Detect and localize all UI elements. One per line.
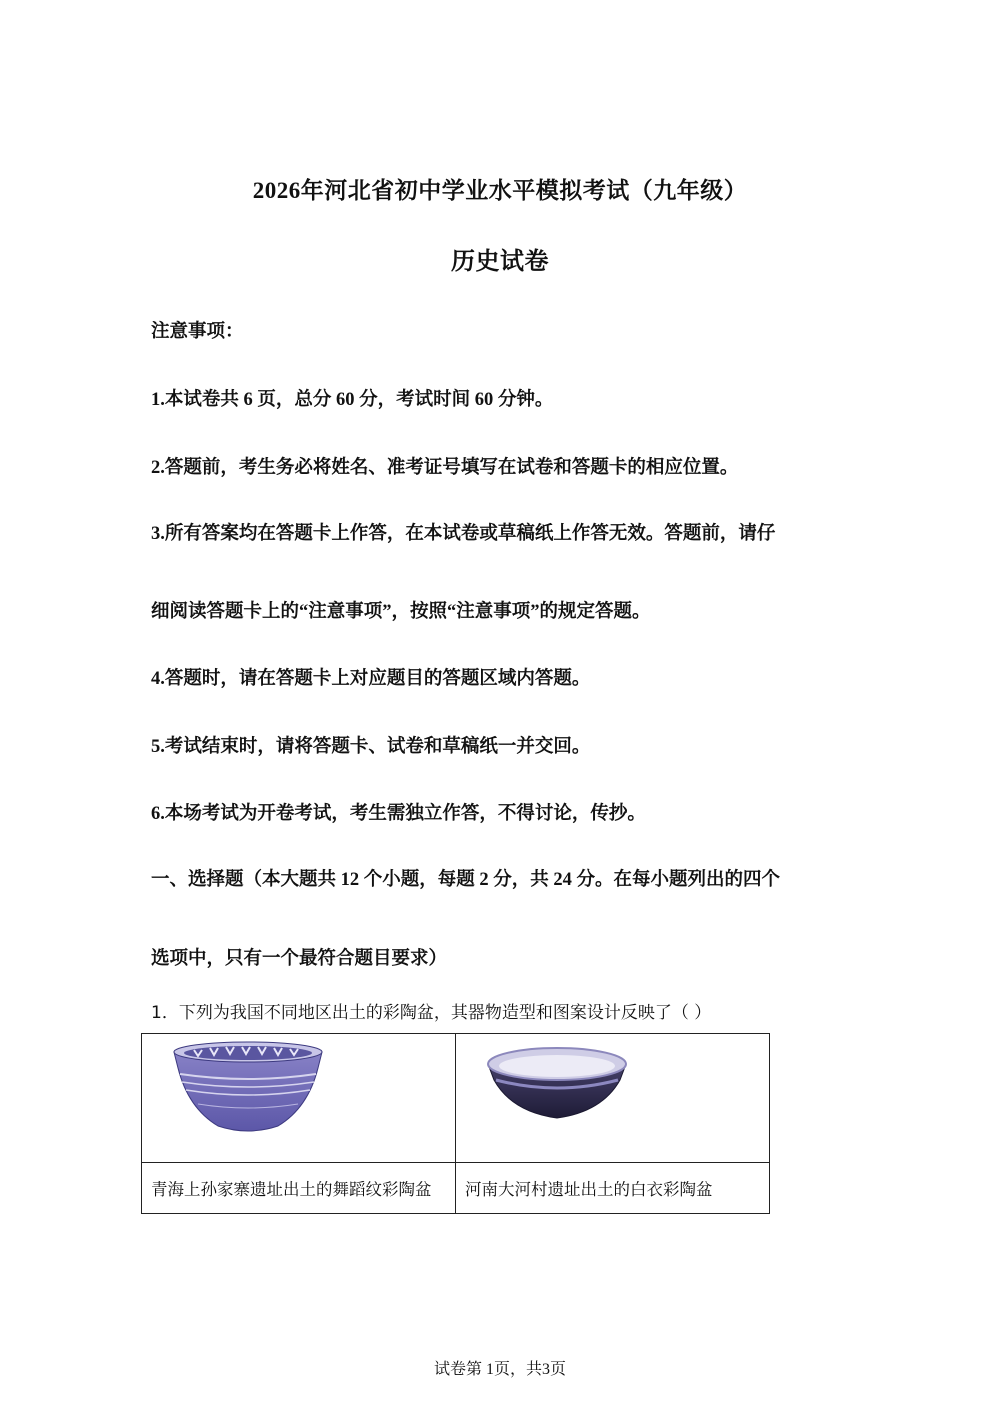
dance-pattern-basin-image (168, 1038, 328, 1138)
note-item-3: 3.所有答案均在答题卡上作答，在本试卷或草稿纸上作答无效。答题前，请仔 (151, 524, 776, 544)
note-item-2: 2.答题前，考生务必将姓名、准考证号填写在试卷和答题卡的相应位置。 (151, 458, 739, 478)
white-slip-basin-image (482, 1040, 632, 1130)
notes-heading: 注意事项： (151, 322, 244, 342)
pottery-caption-2: 河南大河村遗址出土的白衣彩陶盆 (456, 1163, 770, 1214)
question-1-text: 1．下列为我国不同地区出土的彩陶盆，其器物造型和图案设计反映了（ ） (151, 1003, 712, 1023)
page-number: 试卷第 1页，共3页 (433, 1361, 566, 1378)
pottery-table (141, 1033, 770, 1214)
section-heading: 一、选择题（本大题共 12 个小题，每题 2 分，共 24 分。在每小题列出的四个 (151, 870, 781, 890)
note-item-4: 4.答题时，请在答题卡上对应题目的答题区域内答题。 (151, 669, 591, 689)
pottery-image-cell-1 (142, 1034, 456, 1163)
exam-title: 2026年河北省初中学业水平模拟考试（九年级） (252, 178, 748, 203)
pottery-caption-1: 青海上孙家寨遗址出土的舞蹈纹彩陶盆 (142, 1163, 456, 1214)
note-item-3-cont: 细阅读答题卡上的“注意事项”，按照“注意事项”的规定答题。 (151, 602, 651, 622)
section-heading-cont: 选项中，只有一个最符合题目要求） (151, 949, 448, 969)
pottery-image-cell-2 (456, 1034, 770, 1163)
note-item-6: 6.本场考试为开卷考试，考生需独立作答，不得讨论，传抄。 (151, 804, 646, 824)
note-item-5: 5.考试结束时，请将答题卡、试卷和草稿纸一并交回。 (151, 737, 591, 757)
exam-subtitle: 历史试卷 (451, 249, 549, 275)
note-item-1: 1.本试卷共 6 页，总分 60 分，考试时间 60 分钟。 (151, 390, 554, 410)
